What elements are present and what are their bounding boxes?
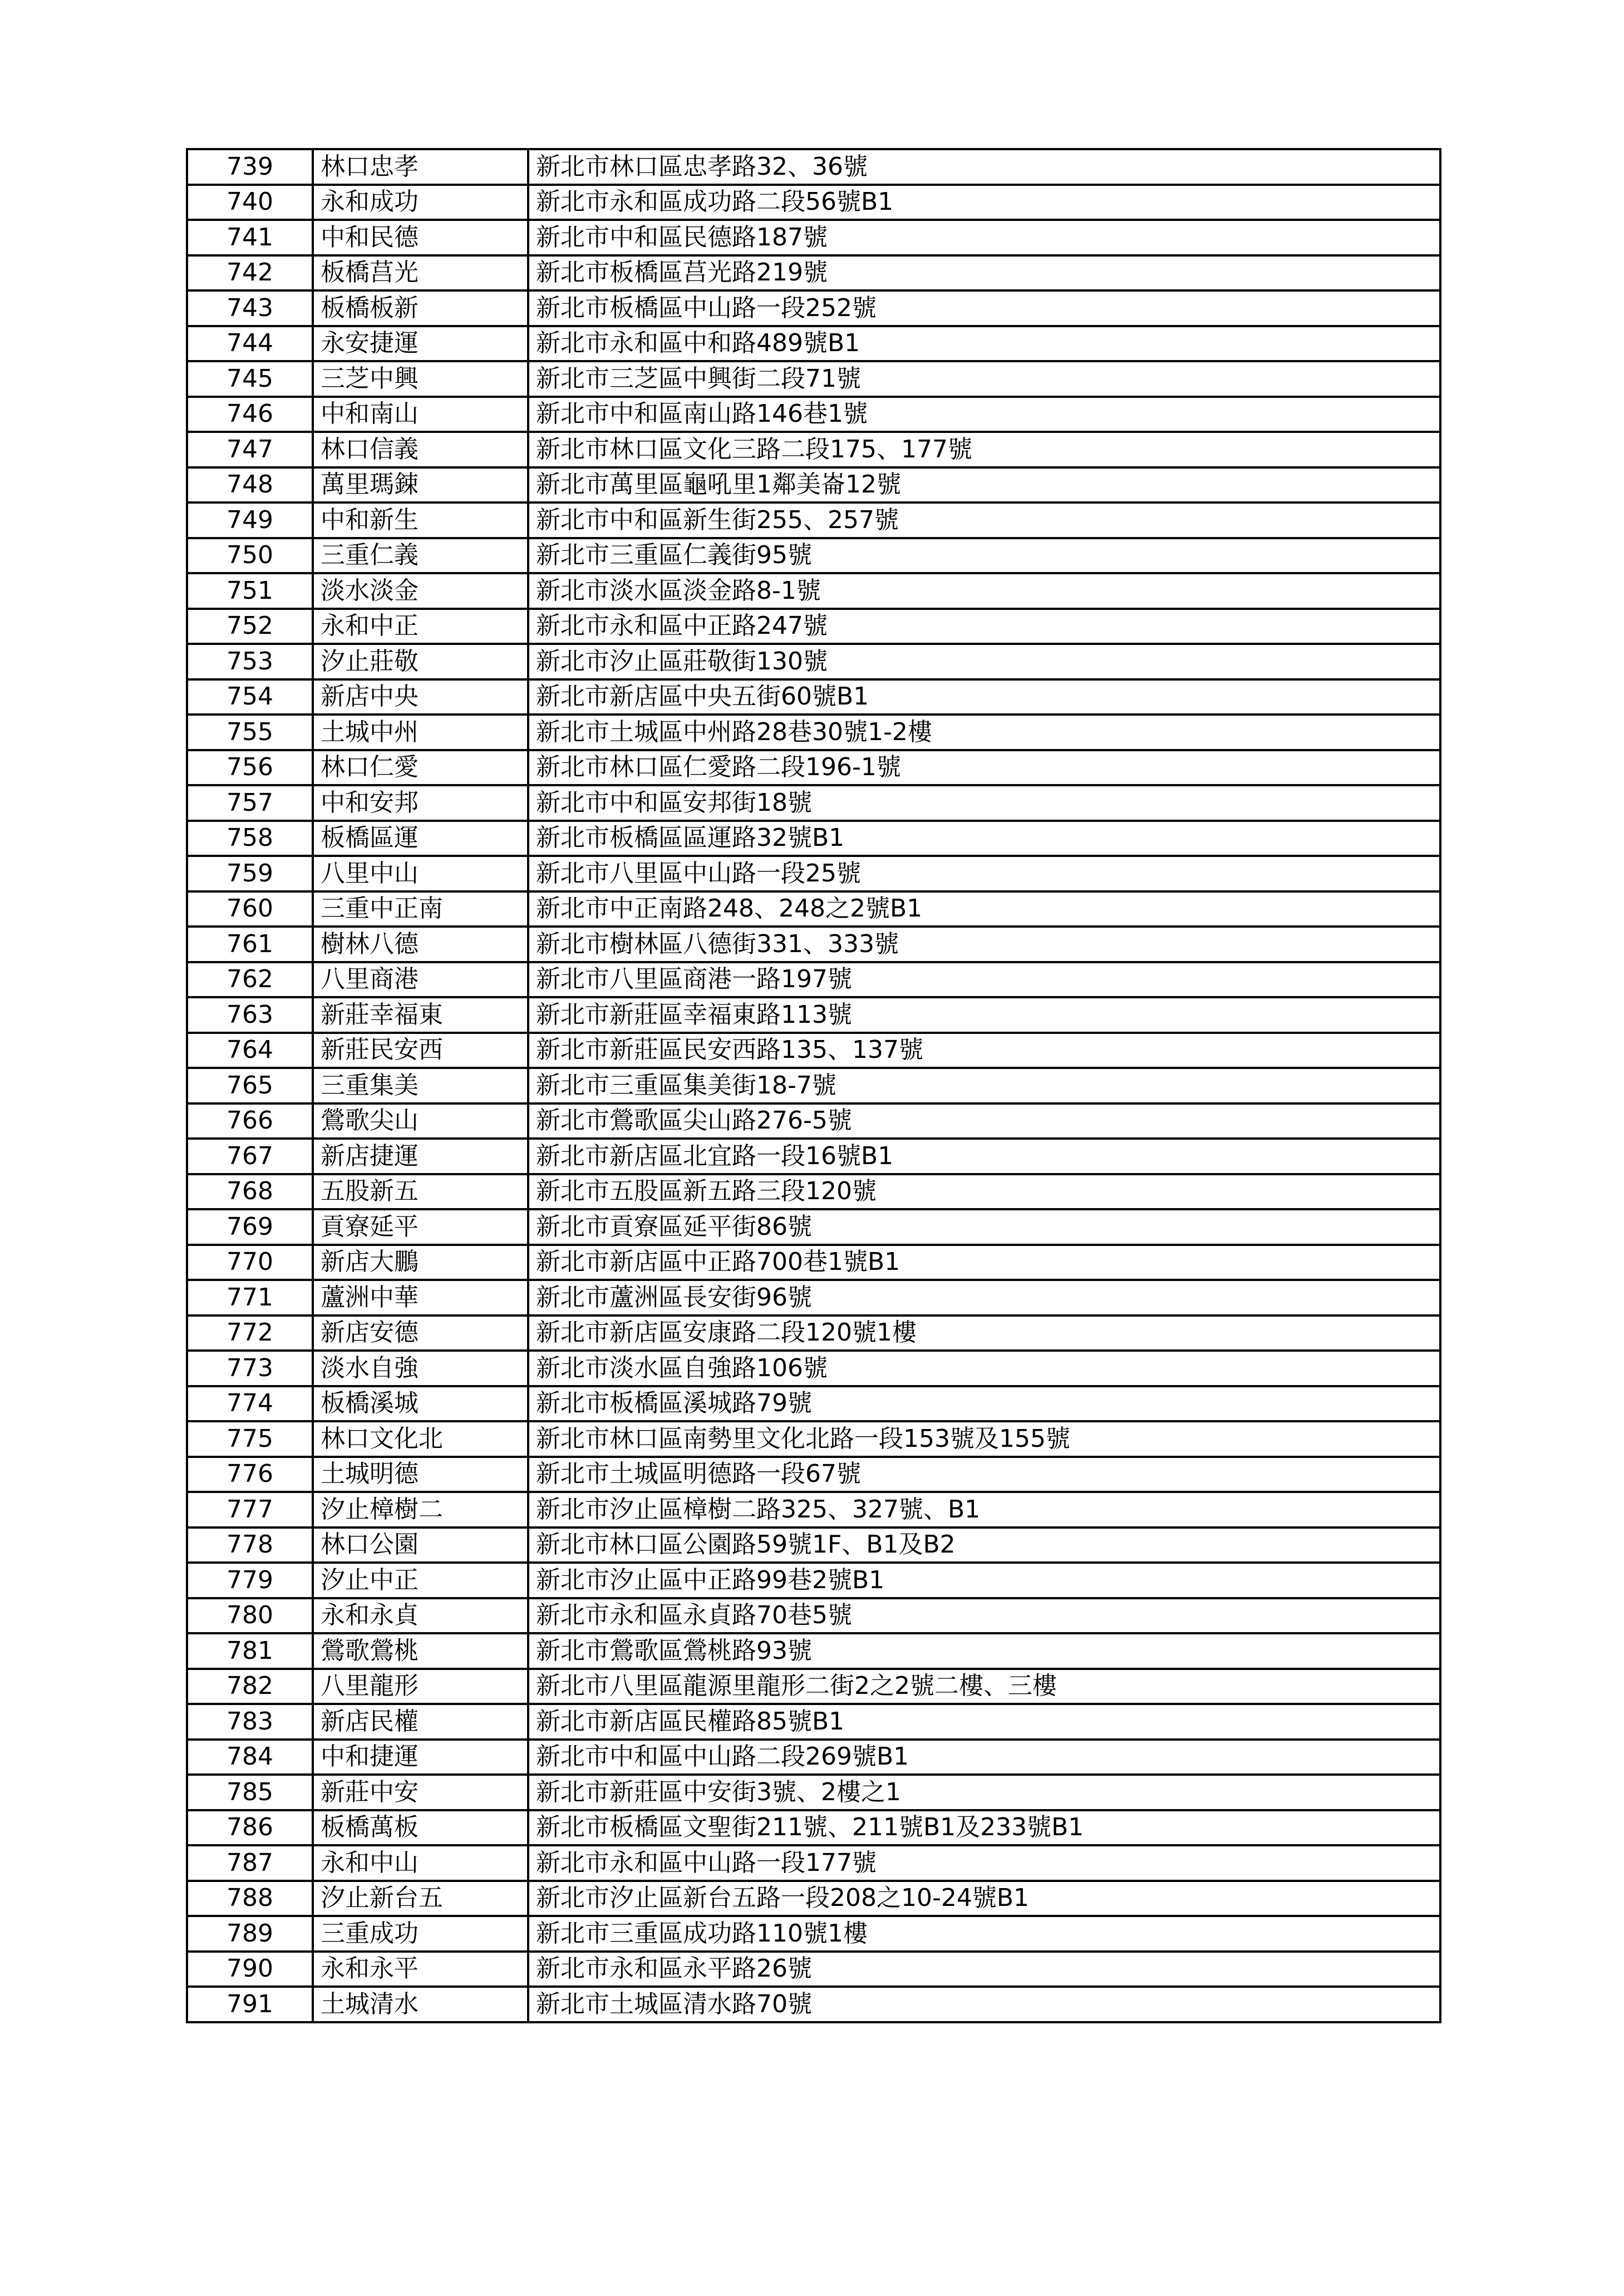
table-row [187,644,1440,679]
store-name-cell: 汐止新台五 [313,1881,528,1916]
row-number-cell: 773 [187,1351,313,1386]
store-address-cell: 新北市新莊區幸福東路113號 [528,997,1440,1033]
store-address-cell: 新北市新莊區民安西路135、137號 [528,1033,1440,1068]
store-name-cell: 林口公園 [313,1528,528,1563]
store-name-cell: 新店中央 [313,679,528,715]
store-name-cell: 土城明德 [313,1457,528,1492]
store-name-cell: 新莊幸福東 [313,997,528,1033]
table-row [187,1068,1440,1103]
store-address-cell: 新北市中和區安邦街18號 [528,785,1440,821]
store-address-cell: 新北市新店區中央五街60號B1 [528,679,1440,715]
table-row [187,1315,1440,1351]
store-address-cell: 新北市林口區忠孝路32、36號 [528,149,1440,185]
store-name-cell: 八里商港 [313,962,528,998]
row-number-cell: 744 [187,326,313,362]
store-name-cell: 新莊民安西 [313,1033,528,1068]
store-name-cell: 中和捷運 [313,1740,528,1775]
store-address-cell: 新北市三芝區中興街二段71號 [528,361,1440,397]
row-number-cell: 755 [187,715,313,750]
table-row [187,1528,1440,1563]
store-name-cell: 土城中州 [313,715,528,750]
row-number-cell: 762 [187,962,313,998]
store-name-cell: 汐止中正 [313,1563,528,1598]
store-name-cell: 汐止莊敬 [313,644,528,679]
store-address-cell: 新北市三重區仁義街95號 [528,538,1440,574]
table-row [187,1245,1440,1280]
store-name-cell: 板橋莒光 [313,255,528,291]
row-number-cell: 758 [187,821,313,856]
store-name-cell: 新店捷運 [313,1139,528,1174]
row-number-cell: 743 [187,290,313,326]
row-number-cell: 748 [187,467,313,503]
table-row [187,1139,1440,1174]
row-number-cell: 765 [187,1068,313,1103]
row-number-cell: 747 [187,432,313,467]
store-name-cell: 三重成功 [313,1916,528,1952]
row-number-cell: 789 [187,1916,313,1952]
table-row [187,1669,1440,1704]
row-number-cell: 768 [187,1174,313,1210]
store-address-cell: 新北市中正南路248、248之2號B1 [528,891,1440,927]
table-row [187,1209,1440,1245]
table-row [187,962,1440,998]
table-row [187,750,1440,786]
table-row [187,1386,1440,1422]
table-row [187,538,1440,574]
store-address-cell: 新北市汐止區新台五路一段208之10-24號B1 [528,1881,1440,1916]
store-name-cell: 新店民權 [313,1704,528,1740]
store-name-cell: 貢寮延平 [313,1209,528,1245]
row-number-cell: 781 [187,1633,313,1669]
store-name-cell: 萬里瑪鋉 [313,467,528,503]
store-name-cell: 三重仁義 [313,538,528,574]
table-row [187,1492,1440,1528]
row-number-cell: 769 [187,1209,313,1245]
store-name-cell: 中和新生 [313,502,528,538]
store-address-cell: 新北市永和區永貞路70巷5號 [528,1598,1440,1634]
store-name-cell: 中和南山 [313,397,528,432]
table-row [187,856,1440,891]
store-address-cell: 新北市板橋區莒光路219號 [528,255,1440,291]
store-address-cell: 新北市新店區北宜路一段16號B1 [528,1139,1440,1174]
row-number-cell: 790 [187,1952,313,1987]
store-address-cell: 新北市永和區永平路26號 [528,1952,1440,1987]
store-address-cell: 新北市汐止區樟樹二路325、327號、B1 [528,1492,1440,1528]
row-number-cell: 766 [187,1103,313,1139]
store-address-cell: 新北市三重區集美街18-7號 [528,1068,1440,1103]
store-address-cell: 新北市五股區新五路三段120號 [528,1174,1440,1210]
table-row [187,1457,1440,1492]
row-number-cell: 741 [187,220,313,255]
store-name-cell: 鶯歌鶯桃 [313,1633,528,1669]
row-number-cell: 761 [187,927,313,962]
row-number-cell: 791 [187,1987,313,2022]
table-row [187,1845,1440,1881]
table-row [187,185,1440,220]
store-address-cell: 新北市鶯歌區尖山路276-5號 [528,1103,1440,1139]
store-address-cell: 新北市林口區文化三路二段175、177號 [528,432,1440,467]
row-number-cell: 739 [187,149,313,185]
store-address-cell: 新北市板橋區區運路32號B1 [528,821,1440,856]
table-row [187,149,1440,185]
store-name-cell: 五股新五 [313,1174,528,1210]
store-name-cell: 樹林八德 [313,927,528,962]
store-address-cell: 新北市八里區中山路一段25號 [528,856,1440,891]
row-number-cell: 763 [187,997,313,1033]
row-number-cell: 778 [187,1528,313,1563]
store-address-cell: 新北市淡水區淡金路8-1號 [528,573,1440,609]
store-address-cell: 新北市土城區明德路一段67號 [528,1457,1440,1492]
store-address-cell: 新北市中和區新生街255、257號 [528,502,1440,538]
row-number-cell: 742 [187,255,313,291]
row-number-cell: 782 [187,1669,313,1704]
row-number-cell: 767 [187,1139,313,1174]
store-name-cell: 中和民德 [313,220,528,255]
row-number-cell: 756 [187,750,313,786]
row-number-cell: 780 [187,1598,313,1634]
table-row [187,1810,1440,1846]
store-name-cell: 八里中山 [313,856,528,891]
table-row [187,1103,1440,1139]
store-address-cell: 新北市板橋區文聖街211號、211號B1及233號B1 [528,1810,1440,1846]
store-name-cell: 淡水自強 [313,1351,528,1386]
store-name-cell: 永和永平 [313,1952,528,1987]
store-name-cell: 新莊中安 [313,1775,528,1810]
table-row [187,715,1440,750]
store-address-cell: 新北市汐止區中正路99巷2號B1 [528,1563,1440,1598]
table-row [187,255,1440,291]
table-row [187,1916,1440,1952]
row-number-cell: 771 [187,1280,313,1315]
table-row [187,1598,1440,1634]
row-number-cell: 784 [187,1740,313,1775]
store-name-cell: 永和中山 [313,1845,528,1881]
store-name-cell: 八里龍形 [313,1669,528,1704]
table-row [187,609,1440,644]
store-address-cell: 新北市新莊區中安街3號、2樓之1 [528,1775,1440,1810]
table-row [187,432,1440,467]
row-number-cell: 783 [187,1704,313,1740]
row-number-cell: 776 [187,1457,313,1492]
table-row [187,1987,1440,2022]
store-name-cell: 永和永貞 [313,1598,528,1634]
row-number-cell: 785 [187,1775,313,1810]
store-address-cell: 新北市中和區中山路二段269號B1 [528,1740,1440,1775]
row-number-cell: 770 [187,1245,313,1280]
row-number-cell: 774 [187,1386,313,1422]
row-number-cell: 786 [187,1810,313,1846]
store-address-cell: 新北市新店區安康路二段120號1樓 [528,1315,1440,1351]
row-number-cell: 764 [187,1033,313,1068]
table-row [187,1633,1440,1669]
table-row [187,679,1440,715]
store-name-cell: 林口信義 [313,432,528,467]
table-row [187,220,1440,255]
store-address-cell: 新北市鶯歌區鶯桃路93號 [528,1633,1440,1669]
store-name-cell: 永和成功 [313,185,528,220]
store-address-cell: 新北市貢寮區延平街86號 [528,1209,1440,1245]
row-number-cell: 753 [187,644,313,679]
table-row [187,821,1440,856]
row-number-cell: 749 [187,502,313,538]
store-name-cell: 土城清水 [313,1987,528,2022]
store-name-cell: 汐止樟樹二 [313,1492,528,1528]
store-address-cell: 新北市萬里區龜吼里1鄰美崙12號 [528,467,1440,503]
table-row [187,1033,1440,1068]
store-address-cell: 新北市樹林區八德街331、333號 [528,927,1440,962]
table-row [187,290,1440,326]
row-number-cell: 788 [187,1881,313,1916]
row-number-cell: 777 [187,1492,313,1528]
store-address-cell: 新北市中和區南山路146巷1號 [528,397,1440,432]
store-name-cell: 中和安邦 [313,785,528,821]
table-row [187,467,1440,503]
store-name-cell: 板橋溪城 [313,1386,528,1422]
store-name-cell: 新店安德 [313,1315,528,1351]
table-row [187,1421,1440,1457]
row-number-cell: 745 [187,361,313,397]
table-row [187,997,1440,1033]
store-address-cell: 新北市土城區清水路70號 [528,1987,1440,2022]
table-row [187,1563,1440,1598]
row-number-cell: 751 [187,573,313,609]
store-address-cell: 新北市新店區中正路700巷1號B1 [528,1245,1440,1280]
store-address-cell: 新北市八里區龍源里龍形二街2之2號二樓、三樓 [528,1669,1440,1704]
store-name-cell: 林口忠孝 [313,149,528,185]
table-row [187,502,1440,538]
row-number-cell: 772 [187,1315,313,1351]
store-name-cell: 鶯歌尖山 [313,1103,528,1139]
store-address-cell: 新北市林口區仁愛路二段196-1號 [528,750,1440,786]
table-row [187,1280,1440,1315]
table-row [187,573,1440,609]
row-number-cell: 750 [187,538,313,574]
row-number-cell: 752 [187,609,313,644]
store-address-cell: 新北市淡水區自強路106號 [528,1351,1440,1386]
table-row [187,1775,1440,1810]
store-name-cell: 林口仁愛 [313,750,528,786]
store-address-cell: 新北市永和區中山路一段177號 [528,1845,1440,1881]
row-number-cell: 740 [187,185,313,220]
store-name-cell: 林口文化北 [313,1421,528,1457]
row-number-cell: 746 [187,397,313,432]
table-row [187,1704,1440,1740]
row-number-cell: 757 [187,785,313,821]
store-address-cell: 新北市林口區公園路59號1F、B1及B2 [528,1528,1440,1563]
table-body [187,149,1440,2022]
store-address-table [186,148,1441,2023]
table-row [187,397,1440,432]
store-address-cell: 新北市土城區中州路28巷30號1-2樓 [528,715,1440,750]
store-name-cell: 淡水淡金 [313,573,528,609]
row-number-cell: 759 [187,856,313,891]
table-row [187,326,1440,362]
table-row [187,1351,1440,1386]
store-name-cell: 永和中正 [313,609,528,644]
row-number-cell: 775 [187,1421,313,1457]
row-number-cell: 760 [187,891,313,927]
store-name-cell: 永安捷運 [313,326,528,362]
table-row [187,1174,1440,1210]
store-address-cell: 新北市八里區商港一路197號 [528,962,1440,998]
store-address-cell: 新北市林口區南勢里文化北路一段153號及155號 [528,1421,1440,1457]
store-name-cell: 三芝中興 [313,361,528,397]
table-row [187,785,1440,821]
store-address-cell: 新北市永和區中和路489號B1 [528,326,1440,362]
store-name-cell: 板橋區運 [313,821,528,856]
row-number-cell: 787 [187,1845,313,1881]
row-number-cell: 779 [187,1563,313,1598]
store-name-cell: 新店大鵬 [313,1245,528,1280]
store-address-cell: 新北市中和區民德路187號 [528,220,1440,255]
store-name-cell: 三重集美 [313,1068,528,1103]
store-address-cell: 新北市永和區成功路二段56號B1 [528,185,1440,220]
table-row [187,361,1440,397]
store-name-cell: 板橋板新 [313,290,528,326]
store-address-cell: 新北市板橋區溪城路79號 [528,1386,1440,1422]
table-row [187,1740,1440,1775]
store-address-cell: 新北市汐止區莊敬街130號 [528,644,1440,679]
store-address-cell: 新北市三重區成功路110號1樓 [528,1916,1440,1952]
store-name-cell: 三重中正南 [313,891,528,927]
store-address-cell: 新北市永和區中正路247號 [528,609,1440,644]
store-address-cell: 新北市板橋區中山路一段252號 [528,290,1440,326]
store-address-cell: 新北市蘆洲區長安街96號 [528,1280,1440,1315]
table-row [187,1952,1440,1987]
store-address-cell: 新北市新店區民權路85號B1 [528,1704,1440,1740]
store-name-cell: 板橋萬板 [313,1810,528,1846]
table-row [187,927,1440,962]
store-name-cell: 蘆洲中華 [313,1280,528,1315]
row-number-cell: 754 [187,679,313,715]
table-row [187,1881,1440,1916]
table-row [187,891,1440,927]
